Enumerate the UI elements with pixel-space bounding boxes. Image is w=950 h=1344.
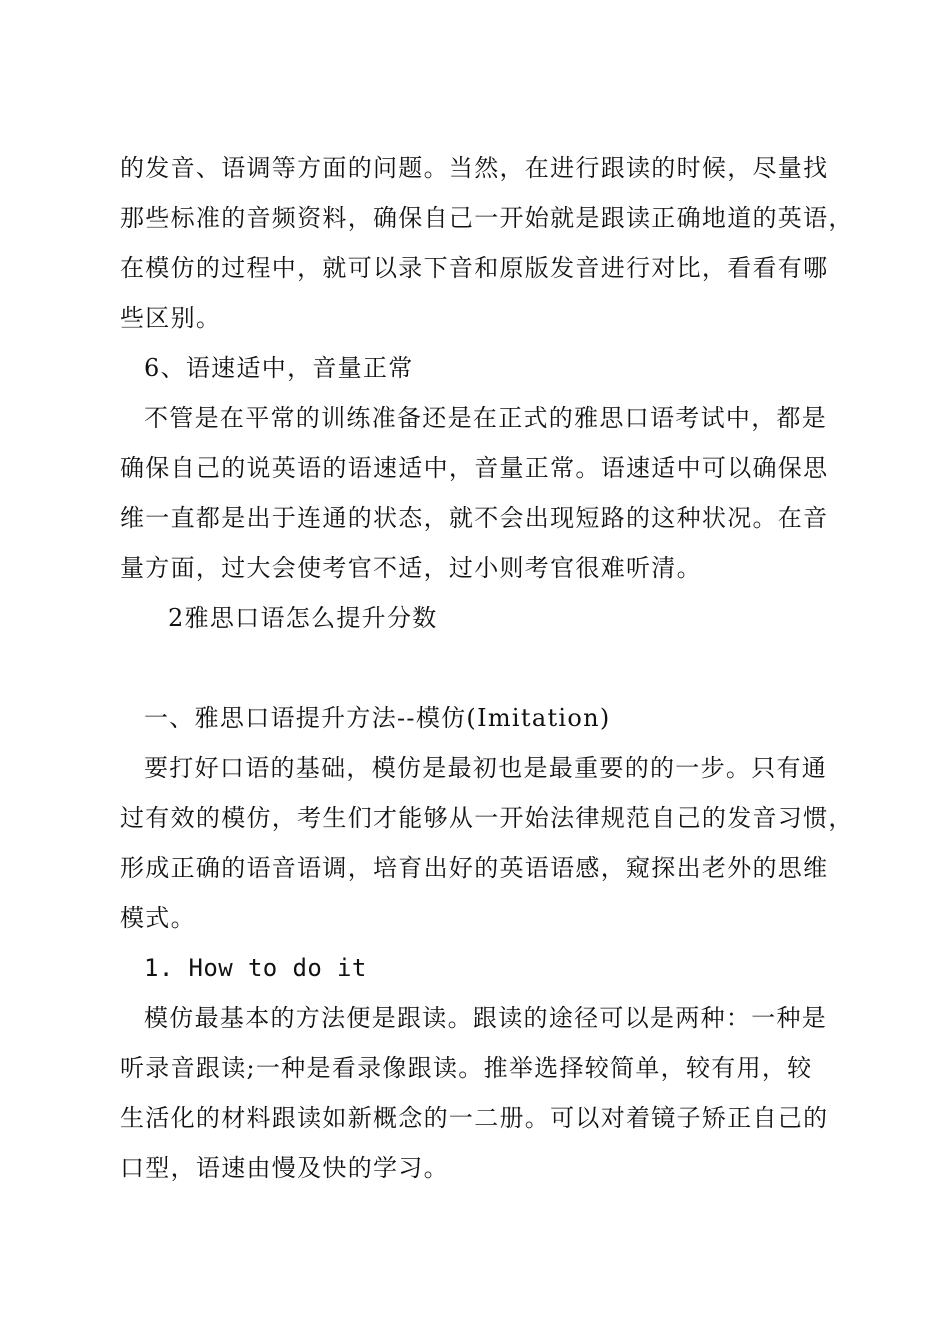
- paragraph-line: 要打好口语的基础，模仿是最初也是最重要的的一步。只有通: [144, 754, 828, 782]
- section-heading: 一、雅思口语提升方法--模仿(Imitation): [144, 704, 611, 732]
- paragraph-line: 模式。: [120, 904, 196, 932]
- chapter-heading: 2雅思口语怎么提升分数: [168, 604, 438, 632]
- paragraph-line: 在模仿的过程中，就可以录下音和原版发音进行对比，看看有哪: [120, 254, 829, 282]
- paragraph-line: 生活化的材料跟读如新概念的一二册。可以对着镜子矫正自己的: [120, 1104, 829, 1132]
- paragraph-line: 听录音跟读;一种是看录像跟读。推举选择较简单，较有用，较: [120, 1054, 813, 1082]
- paragraph-line: 不管是在平常的训练准备还是在正式的雅思口语考试中，都是: [144, 404, 828, 432]
- paragraph-line: 模仿最基本的方法便是跟读。跟读的途径可以是两种：一种是: [144, 1004, 828, 1032]
- paragraph-line: 那些标准的音频资料，确保自己一开始就是跟读正确地道的英语，: [120, 204, 854, 232]
- paragraph-line: 些区别。: [120, 304, 222, 332]
- paragraph-line: 确保自己的说英语的语速适中，音量正常。语速适中可以确保思: [120, 454, 829, 482]
- paragraph-line: 的发音、语调等方面的问题。当然，在进行跟读的时候，尽量找: [120, 154, 829, 182]
- paragraph-line: 过有效的模仿，考生们才能够从一开始法律规范自己的发音习惯，: [120, 804, 854, 832]
- section-heading: 6、语速适中，音量正常: [144, 354, 414, 382]
- paragraph-line: 维一直都是出于连通的状态，就不会出现短路的这种状况。在音: [120, 504, 829, 532]
- paragraph-line: 形成正确的语音语调，培育出好的英语语感，窥探出老外的思维: [120, 854, 829, 882]
- section-heading: 1. How to do it: [144, 954, 367, 982]
- paragraph-line: 量方面，过大会使考官不适，过小则考官很难听清。: [120, 554, 702, 582]
- paragraph-line: 口型，语速由慢及快的学习。: [120, 1154, 449, 1182]
